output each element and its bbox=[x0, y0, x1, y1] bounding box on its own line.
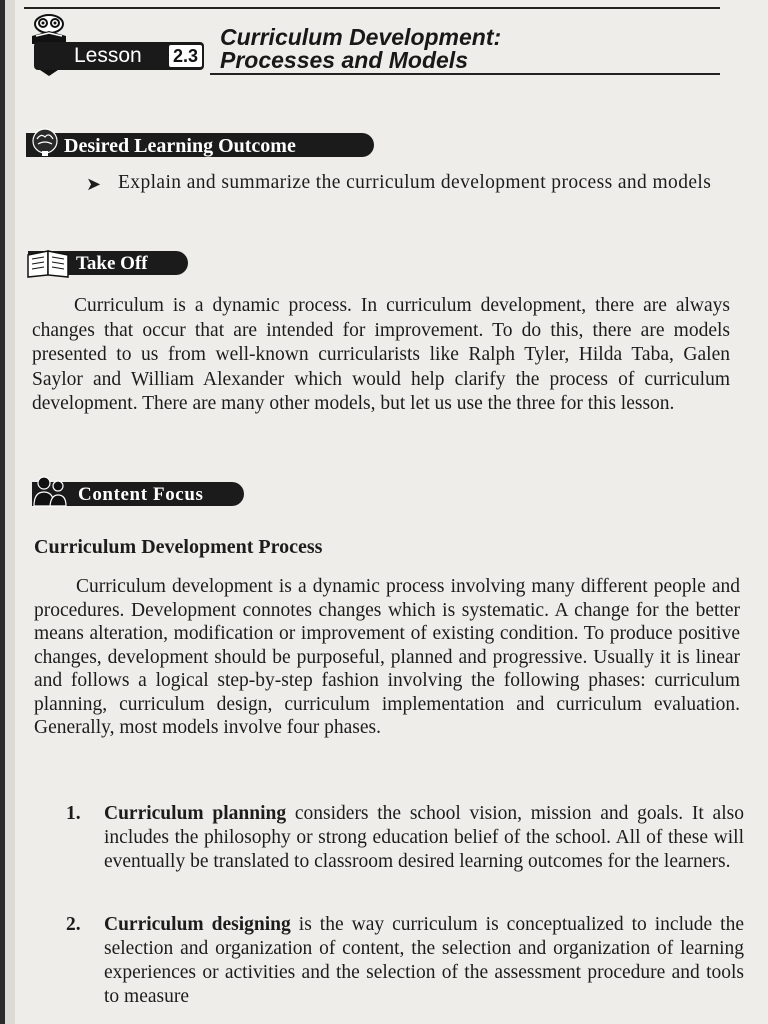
list-number: 2. bbox=[66, 914, 81, 935]
section-header-outcome bbox=[26, 133, 374, 157]
list-text: is the way curriculum is conceptualized to include the selection and organization of content, the selection and organization of learning experiences or activities and the selection of the assessment procedure and tools to measure bbox=[104, 914, 744, 1007]
process-paragraph: Curriculum development is a dynamic process involving many different people and procedures. Development connotes changes which is systematic. A change for the better means alteration, modification or improvement of existing condition. To produce positive changes, development should be purposeful, planned and progressive. Usually it is linear and follows a logical step-by-step fashion involving the following phases: curriculum planning, curriculum design, curriculum implementation and curriculum evaluation. Generally, most models involve four phases. bbox=[34, 576, 740, 738]
lightbulb-brain-icon bbox=[28, 127, 62, 159]
list-term: Curriculum planning bbox=[104, 803, 287, 824]
open-book-icon bbox=[26, 245, 70, 279]
section-label-takeoff: Take Off bbox=[76, 253, 148, 274]
list-body bbox=[104, 913, 744, 1009]
outcome-text: Explain and summarize the curriculum development process and models bbox=[118, 172, 712, 193]
people-group-icon bbox=[30, 474, 70, 512]
header-top-rule bbox=[24, 7, 720, 9]
subheading-process: Curriculum Development Process bbox=[34, 536, 323, 558]
bullet-arrow: ➤ bbox=[86, 174, 102, 194]
list-number: 1. bbox=[66, 803, 81, 824]
lesson-badge bbox=[34, 42, 204, 70]
lesson-label: Lesson bbox=[74, 44, 142, 67]
lesson-number: 2.3 bbox=[169, 45, 202, 67]
takeoff-paragraph: Curriculum is a dynamic process. In curriculum development, there are always changes that occur that are intended for improvement. To do this, there are models presented to us from well-known curricularists like Ralph Tyler, Hilda Taba, Galen Saylor and William Alexander which would help clarify the process of curriculum development. There are many other models, but let us use the three for this lesson. bbox=[32, 295, 730, 414]
section-label-content: Content Focus bbox=[78, 484, 204, 505]
list-text: considers the school vision, mission and goals. It also includes the philosophy or strong education belief of the school. All of these will eventually be translated to classroom desired learning outcomes for the learners. bbox=[104, 803, 744, 872]
section-label-outcome: Desired Learning Outcome bbox=[64, 135, 296, 157]
list-term: Curriculum designing bbox=[104, 914, 291, 935]
lesson-title-line-2: Processes and Models bbox=[220, 47, 468, 73]
page-gutter-shadow bbox=[5, 0, 15, 1024]
list-body bbox=[104, 802, 744, 874]
section-header-content bbox=[32, 482, 244, 506]
section-header-takeoff bbox=[28, 251, 188, 275]
lesson-title-line-1: Curriculum Development: bbox=[220, 24, 502, 50]
